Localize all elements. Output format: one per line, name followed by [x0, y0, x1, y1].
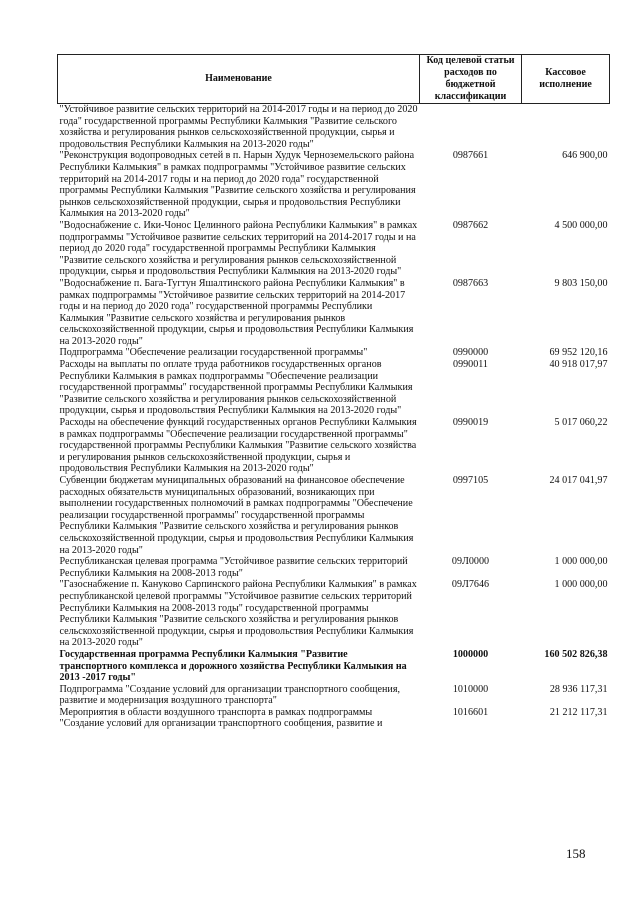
row-name: Мероприятия в области воздушного транспорта в рамках подпрограммы "Создание условий для организации транспортного сообщения, развитие и	[59, 706, 383, 730]
row-amount: 24 017 041,97	[549, 475, 608, 486]
row-amount: 646 900,00	[562, 150, 608, 162]
row-code: 0990000	[452, 347, 489, 359]
row-name: "Реконструкция водопроводных сетей в п. Нарын Худук Черноземельского района Республики Калмыкия" в рамках подпрограммы "Устойчивое развитие сельских территорий на 2014-2017 годы и на период до 2020 года" государственной программы Республики Калмыкия "Развитие сельского хозяйства и регулирования рынков сельскохозяйственной продукции, сырья и продовольствия Республики Калмыкия на 2013-2020 годы"	[59, 150, 416, 220]
row-code: 09Л7646	[451, 579, 490, 591]
table-row	[58, 278, 610, 348]
row-amount: 160 502 826,38	[544, 648, 608, 660]
table-row	[58, 649, 610, 684]
row-amount	[522, 104, 610, 151]
row-amount: 28 936 117,31	[549, 683, 608, 695]
row-amount: 1 000 000,00	[554, 556, 608, 568]
table-header	[58, 55, 610, 104]
row-amount: 21 212 117,31	[549, 706, 608, 718]
row-code: 1016601	[452, 706, 489, 718]
table-row	[58, 347, 610, 359]
table-row	[58, 359, 610, 417]
row-name: Подпрограмма "Создание условий для организации транспортного сообщения, развитие и модернизация воздушного транспорта"	[59, 683, 400, 707]
row-amount: 5 017 060,22	[554, 417, 608, 429]
row-code: 0990011	[453, 359, 488, 371]
row-amount: 40 918 017,97	[549, 359, 608, 371]
row-code: 09Л0000	[451, 556, 490, 568]
header-code: Код целевой статьи расходов по бюджетной классификации	[420, 55, 522, 104]
budget-table	[57, 54, 610, 730]
table-row	[58, 104, 610, 151]
table-body	[58, 104, 610, 731]
row-name: Расходы на обеспечение функций государственных органов Республики Калмыкия в рамках подпрограммы "Обеспечение реализации государственной программы" государственной программы Республики Калмыкия "Развитие сельского хозяйства и регулирования рынков сельскохозяйственной продукции, сырья и продовольствия Республики Калмыкия на 2013-2020 годы"	[59, 417, 417, 475]
page-number: 158	[566, 846, 586, 861]
row-amount: 4 500 000,00	[554, 219, 608, 231]
row-name: Республиканская целевая программа "Устойчивое развитие сельских территорий Республики Калмыкия на 2008-2013 годы"	[59, 556, 408, 579]
header-name: Наименование	[58, 55, 420, 104]
row-name: "Устойчивое развитие сельских территорий на 2014-2017 годы и на период до 2020 года" государственной программы Республики Калмыкия "Развитие сельского хозяйства и регулирования рынков сельскохозяйственной продукции, сырья и продовольствия Республики Калмыкия на 2013-2020 годы"	[59, 104, 418, 150]
row-amount: 1 000 000,00	[554, 579, 608, 591]
row-code: 0987663	[452, 277, 489, 289]
row-code: 0997105	[452, 475, 489, 486]
row-code: 0987662	[452, 219, 489, 231]
table-row	[58, 417, 610, 475]
row-code	[420, 104, 522, 151]
row-name: "Водоснабжение п. Бага-Тугтун Яшалтинского района Республики Калмыкия" в рамках подпрограммы "Устойчивое развитие сельских территорий на 2014-2017 годы и на период до 2020 года" государственной программы Республики Калмыкия "Развитие сельского хозяйства и регулирования рынков сельскохозяйственной продукции, сырья и продовольствия Республики Калмыкия на 2013-2020 годы"	[59, 277, 414, 347]
header-amount: Кассовое исполнение	[522, 55, 610, 104]
table-row	[58, 220, 610, 278]
row-name: Расходы на выплаты по оплате труда работников государственных органов Республики Калмыкия в рамках подпрограммы "Обеспечение реализации государственной программы" государственной программы Республики Калмыкия "Развитие сельского хозяйства и регулирования рынков сельскохозяйственной продукции, сырья и продовольствия Республики Калмыкия на 2013-2020 годы"	[59, 359, 413, 417]
row-name: Государственная программа Республики Калмыкия "Развитие транспортного комплекса и дорожного хозяйства Республики Калмыкия на 2013 -2017 годы"	[59, 648, 407, 684]
table-row	[58, 150, 610, 220]
table-row	[58, 556, 610, 579]
row-code: 1000000	[452, 648, 489, 660]
table-row	[58, 684, 610, 707]
row-name: Подпрограмма "Обеспечение реализации государственной программы"	[59, 347, 368, 359]
row-code: 0990019	[452, 417, 489, 429]
row-amount: 9 803 150,00	[554, 277, 608, 289]
row-code: 0987661	[452, 150, 489, 162]
row-code: 1010000	[452, 683, 489, 695]
row-name: Субвенции бюджетам муниципальных образований на финансовое обеспечение расходных обязательств муниципальных образований, возникающих при выполнении государственных полномочий в рамках подпрограммы "Обеспечение реализации государственной программы" государственной программы Республики Калмыкия "Развитие сельского хозяйства и регулирования рынков сельскохозяйственной продукции, сырья и продовольствия Республики Калмыкия на 2013-2020 годы"	[59, 475, 414, 556]
row-amount: 69 952 120,16	[549, 347, 608, 359]
table-row	[58, 579, 610, 649]
table-row	[58, 707, 610, 730]
row-name: "Газоснабжение п. Кануково Сарпинского района Республики Калмыкия" в рамках республиканской целевой программы "Устойчивое развитие сельских территорий Республики Калмыкия на 2008-2013 годы" государственной программы Республики Калмыкия "Развитие сельского хозяйства и регулирования рынков сельскохозяйственной продукции, сырья и продовольствия Республики Калмыкия на 2013-2020 годы"	[59, 579, 417, 649]
row-name: "Водоснабжение с. Ики-Чонос Целинного района Республики Калмыкия" в рамках подпрограммы "Устойчивое развитие сельских территорий на 2014-2017 годы и на период до 2020 года" государственной программы Республики Калмыкия "Развитие сельского хозяйства и регулирования рынков сельскохозяйственной продукции, сырья и продовольствия Республики Калмыкия на 2013-2020 годы"	[59, 219, 418, 278]
table-row	[58, 475, 610, 556]
